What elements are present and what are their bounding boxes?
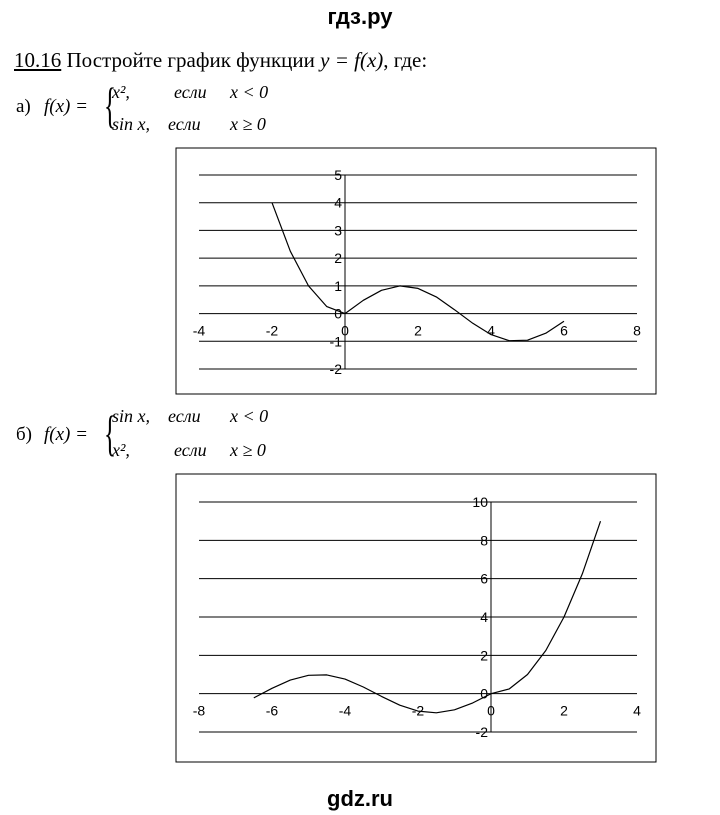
site-footer-watermark: gdz.ru [327,786,393,811]
part-b-label: б) [16,424,32,445]
chart-b-x-tick-label: 0 [487,702,495,719]
part-a-case-2-expr: sin x, [112,114,150,134]
chart-b-y-tick-label: -2 [475,724,488,740]
part-b-case-1-expr: sin x, [112,406,150,426]
chart-b-x-tick-label: 2 [560,702,568,719]
chart-a-x-tick-label: 6 [560,322,568,339]
problem-number: 10.16 [14,48,62,72]
chart-a-x-tick-label: 8 [633,322,641,339]
chart-a-x-tick-label: 0 [341,322,349,339]
chart-b-y-tick-label: 8 [480,532,488,549]
chart-a-y-tick-label: 5 [334,167,342,183]
problem-formula: y = f(x) [320,48,384,72]
chart-b-y-tick-label: 0 [480,685,488,702]
chart-b-y-tick-label: 6 [480,570,488,587]
part-b-case-2-word: если [174,440,207,460]
problem-tail: , где: [383,48,428,72]
chart-a-y-tick-label: 0 [334,305,342,322]
site-header-watermark: гдз.ру [327,4,393,29]
chart-b-x-tick-label: -8 [192,702,206,719]
part-a-case-1-word: если [174,82,207,102]
part-b-case-1-cond: x < 0 [230,406,269,426]
chart-a-y-tick-label: 1 [334,277,342,294]
chart-a-y-tick-label: -2 [329,361,342,377]
chart-b-x-tick-label: -4 [338,702,352,719]
chart-a-x-tick-label: 2 [414,322,422,339]
part-b-lhs: f(x) = [44,424,88,445]
chart-b-x-tick-label: 4 [633,702,641,719]
problem-statement: Постройте график функции [61,48,321,72]
chart-b-x-tick-label: -2 [411,702,425,719]
chart-a-y-tick-label: 2 [334,250,342,267]
chart-a-y-tick-label: 4 [334,194,342,211]
chart-a-x-tick-label: -2 [265,322,279,339]
chart-a-y-tick-label: 3 [334,222,342,239]
part-b-brace: { [104,405,116,461]
part-b-case-2-expr: x², [112,440,130,460]
part-a-case-2-cond: x ≥ 0 [230,114,266,134]
part-a-lhs: f(x) = [44,96,88,117]
chart-b-x-tick-label: -6 [265,702,279,719]
part-b-case-1-word: если [168,406,201,426]
part-a-case-1-expr: x², [112,82,130,102]
part-b-case-2-cond: x ≥ 0 [230,440,266,460]
part-a-label: а) [16,96,31,117]
chart-a-x-tick-label: 4 [487,322,495,339]
chart-a-x-tick-label: -4 [192,322,206,339]
chart-b-y-tick-label: 4 [480,609,488,625]
part-a-case-2-word: если [168,114,201,134]
chart-b-y-tick-label: 2 [480,647,488,664]
chart-a-y-tick-label: -1 [329,333,342,350]
part-a-brace: { [104,77,116,133]
chart-b-y-tick-label: 10 [472,494,488,510]
chart-b-frame [176,474,656,762]
part-a-case-1-cond: x < 0 [230,82,269,102]
